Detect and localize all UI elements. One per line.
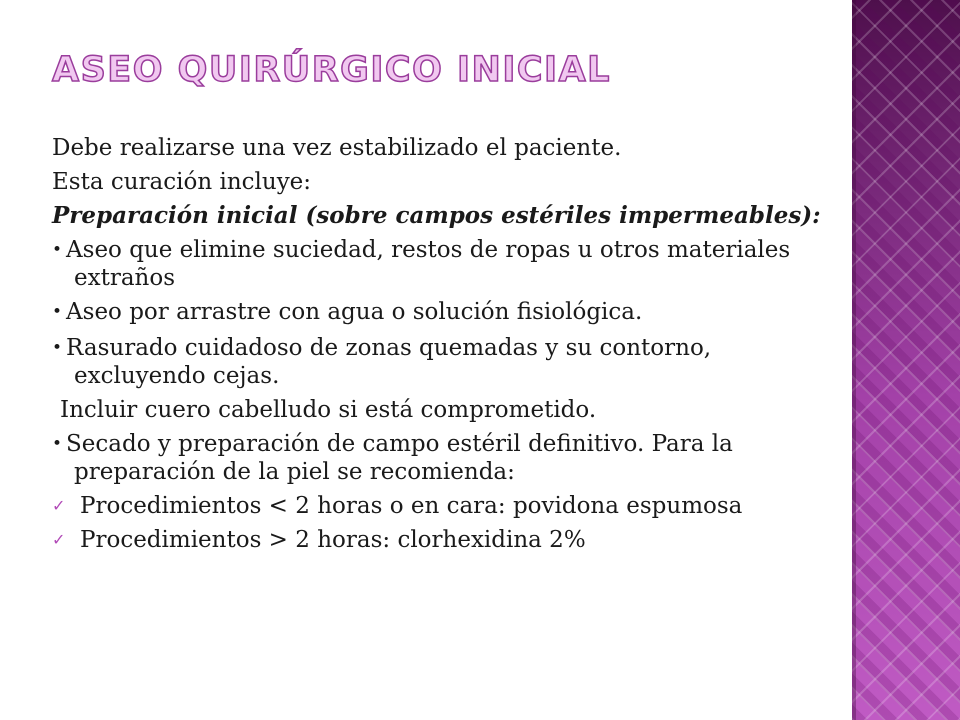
- checkmark-icon: ✓: [52, 496, 66, 515]
- bullet-item-2: [52, 299, 842, 327]
- slide-title: ASEO QUIRÚRGICO INICIAL: [52, 50, 611, 90]
- bullet-item-3: [52, 335, 842, 389]
- subheading-preparacion: Preparación inicial (sobre campos estériles impermeables):: [52, 202, 821, 229]
- checkmark-icon: ✓: [52, 530, 66, 549]
- bullet-icon: •: [52, 434, 63, 454]
- body-line-1: Debe realizarse una vez estabilizado el paciente.: [52, 135, 622, 161]
- bullet-text-4: Secado y preparación de campo estéril definitivo. Para la preparación de la piel se recomienda:: [66, 431, 733, 485]
- bullet-icon: •: [52, 302, 63, 322]
- check-item-2: [52, 527, 842, 553]
- bullet-icon: •: [52, 240, 63, 260]
- body-note-cuero: Incluir cuero cabelludo si está comprometido.: [60, 397, 597, 423]
- bullet-text-1: Aseo que elimine suciedad, restos de ropas u otros materiales extraños: [66, 237, 791, 291]
- body-line-2: Esta curación incluye:: [52, 169, 312, 195]
- check-item-1: [52, 493, 842, 519]
- slide-body: [52, 135, 842, 561]
- bullet-icon: •: [52, 338, 63, 358]
- check-text-1: Procedimientos < 2 horas o en cara: povidona espumosa: [80, 493, 743, 519]
- decorative-diamond-panel: [852, 0, 960, 720]
- bullet-text-2: Aseo por arrastre con agua o solución fisiológica.: [66, 299, 643, 325]
- bullet-text-3: Rasurado cuidadoso de zonas quemadas y su contorno, excluyendo cejas.: [66, 335, 712, 389]
- panel-edge-shadow: [852, 0, 856, 720]
- bullet-item-4: [52, 431, 842, 485]
- check-text-2: Procedimientos > 2 horas: clorhexidina 2%: [80, 527, 586, 553]
- bullet-item-1: [52, 237, 842, 291]
